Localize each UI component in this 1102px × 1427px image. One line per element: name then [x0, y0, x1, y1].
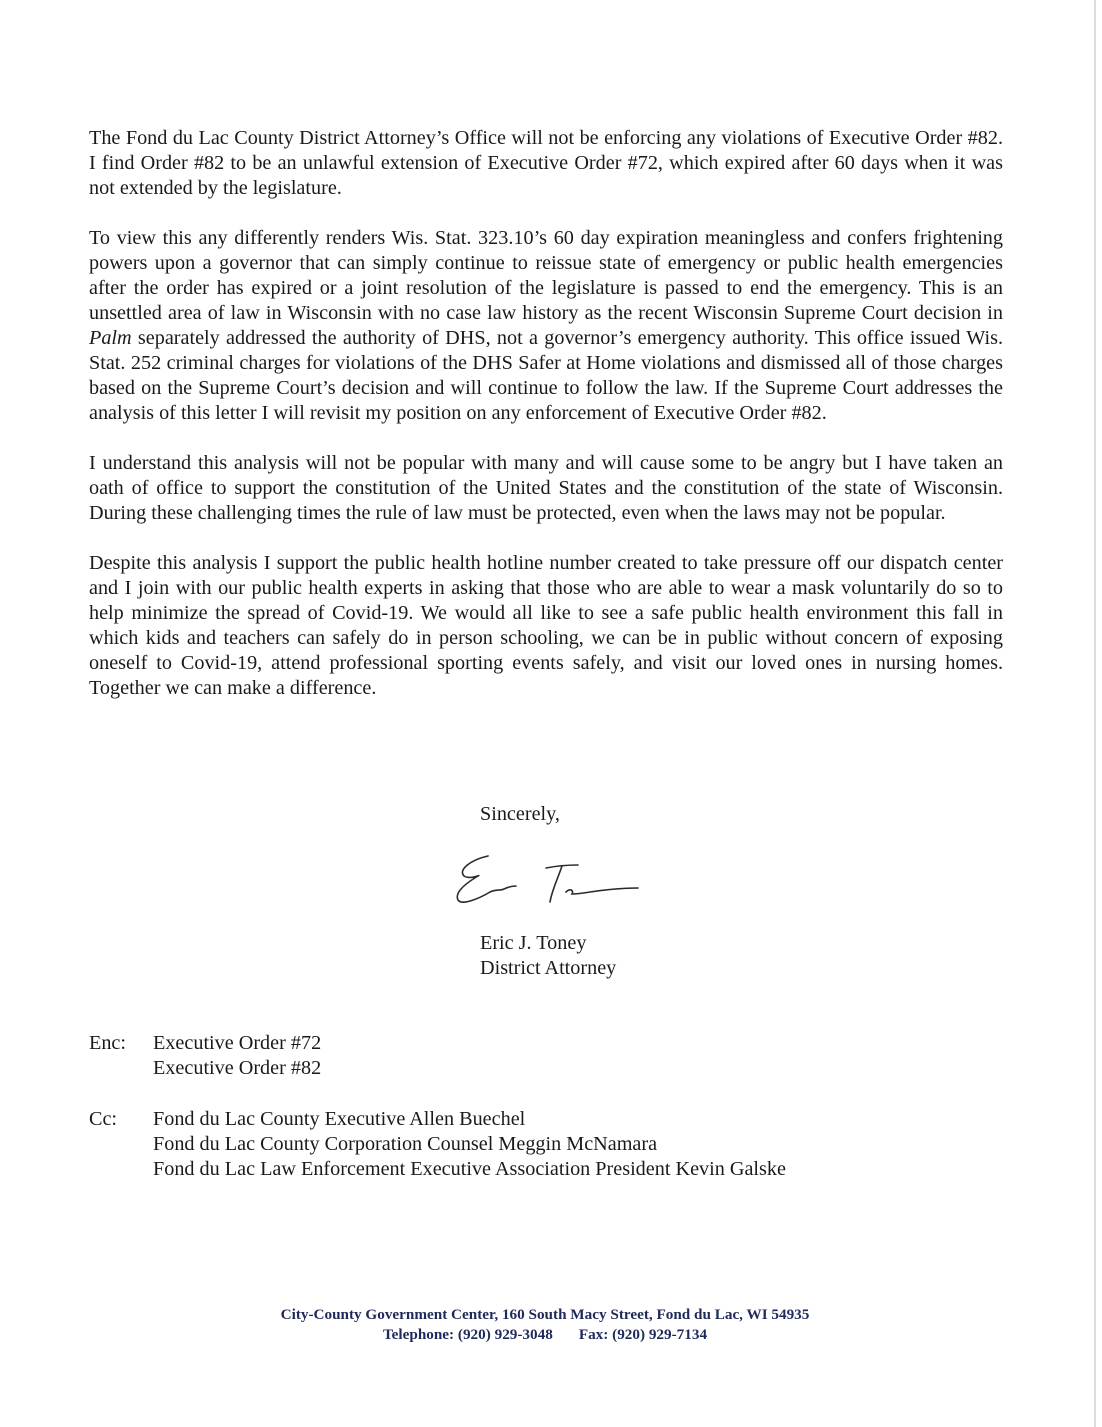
enclosures-list	[153, 1031, 321, 1081]
cc-list	[153, 1107, 786, 1182]
case-name-italic: Palm	[89, 327, 132, 349]
cc-item: Fond du Lac Law Enforcement Executive Association President Kevin Galske	[153, 1158, 786, 1180]
signer-title: District Attorney	[480, 957, 617, 979]
footer-address: City-County Government Center, 160 South Macy Street, Fond du Lac, WI 54935	[280, 1306, 810, 1323]
footer-fax: Fax: (920) 929-7134	[578, 1326, 708, 1343]
signer-name: Eric J. Toney	[480, 932, 587, 954]
paragraph-2-part-2: separately addressed the authority of DHS, not a governor’s emergency authority. This office issued Wis. Stat. 252 criminal charges for violations of the DHS Safer at Home violations and dismissed all of those charges based on the Supreme Court’s decision and will continue to follow the law. If the Supreme Court addresses the analysis of this letter I will revisit my position on any enforcement of Executive Order #82.	[89, 327, 1003, 424]
footer-telephone: Telephone: (920) 929-3048	[382, 1326, 553, 1343]
footer-contact-line	[0, 1325, 1090, 1345]
paragraph-2	[89, 226, 1003, 426]
closing: Sincerely,	[480, 803, 560, 825]
paragraph-1: The Fond du Lac County District Attorney’s Office will not be enforcing any violations of Executive Order #82. I find Order #82 to be an unlawful extension of Executive Order #72, which expired after 60 days when it was not extended by the legislature.	[89, 127, 1003, 199]
cc-label: Cc:	[89, 1108, 118, 1130]
paragraph-4: Despite this analysis I support the public health hotline number created to take pressure off our dispatch center and I join with our public health experts in asking that those who are able to wear a mask voluntarily do so to help minimize the spread of Covid-19. We would all like to see a safe public health environment this fall in which kids and teachers can safely do in person schooling, we can be in public without concern of exposing oneself to Covid-19, attend professional sporting events safely, and visit our loved ones in nursing homes. Together we can make a difference.	[89, 552, 1003, 699]
letter-body	[89, 126, 1003, 726]
letterhead-footer	[0, 1305, 1090, 1345]
signer-block	[480, 931, 616, 981]
paragraph-2-part-1: To view this any differently renders Wis. Stat. 323.10’s 60 day expiration meaningless and confers frightening powers upon a governor that can simply continue to reissue state of emergency or public health emergencies after the order has expired or a joint resolution of the legislature is passed to end the emergency. This is an unsettled area of law in Wisconsin with no case law history as the recent Wisconsin Supreme Court decision in	[89, 227, 1003, 324]
cc-item: Fond du Lac County Executive Allen Buechel	[153, 1108, 526, 1130]
enclosure-item: Executive Order #72	[153, 1032, 322, 1054]
enclosure-item: Executive Order #82	[153, 1057, 322, 1079]
page-edge	[1094, 0, 1096, 1427]
paragraph-3: I understand this analysis will not be popular with many and will cause some to be angry but I have taken an oath of office to support the constitution of the United States and the constitution of the state of Wisconsin. During these challenging times the rule of law must be protected, even when the laws may not be popular.	[89, 452, 1003, 524]
cc-item: Fond du Lac County Corporation Counsel Meggin McNamara	[153, 1133, 658, 1155]
signature-image	[450, 846, 650, 916]
enclosures-label: Enc:	[89, 1032, 126, 1054]
